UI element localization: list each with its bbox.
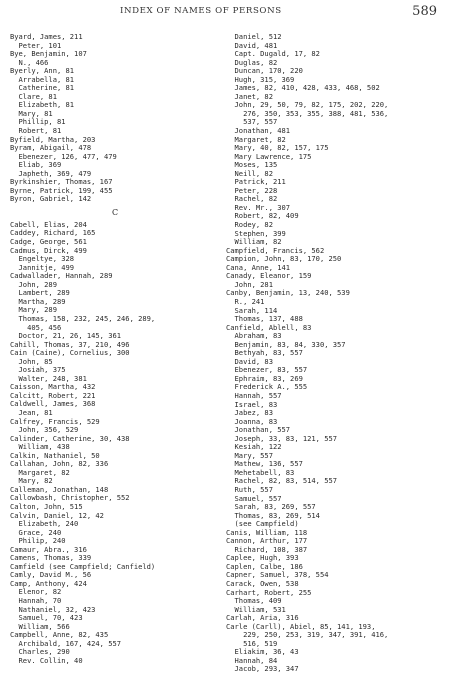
index-entry: Philip, 240 xyxy=(10,536,66,546)
index-entry: Janet, 82 xyxy=(226,91,273,101)
index-entry: Mary Lawrence, 175 xyxy=(226,151,312,161)
index-entry: William, 82 xyxy=(226,237,282,247)
index-entry: Cannon, Arthur, 177 xyxy=(226,536,308,546)
index-entry: Patrick, 211 xyxy=(226,177,286,187)
index-entry: Camly, David M., 56 xyxy=(10,570,92,580)
index-entry: James, 82, 410, 428, 433, 468, 502 xyxy=(226,83,380,93)
index-entry: Carle (Carll), Abiel, 85, 141, 193, xyxy=(226,621,376,631)
index-entry: Byard, James, 211 xyxy=(10,32,83,41)
index-entry: Peter, 101 xyxy=(10,40,62,50)
index-entry: David, 481 xyxy=(226,40,278,50)
index-entry: 229, 250, 253, 319, 347, 391, 416, xyxy=(226,630,389,640)
index-entry: Ebenezer, 83, 557 xyxy=(226,365,308,375)
index-entry: Bye, Benjamin, 107 xyxy=(10,49,87,59)
index-entry: Byron, Gabriel, 142 xyxy=(10,194,92,204)
index-entry: Elenor, 82 xyxy=(10,587,62,597)
index-entry: Carhart, Robert, 255 xyxy=(226,587,312,597)
index-entry: N., 466 xyxy=(10,57,49,67)
index-entry: Duncan, 170, 220 xyxy=(226,66,303,76)
index-entry: Calinder, Catherine, 30, 438 xyxy=(10,433,130,443)
index-entry: Calcitt, Robert, 221 xyxy=(10,390,96,400)
index-entry: 276, 350, 353, 355, 388, 481, 536, xyxy=(226,108,389,118)
index-entry: Callahan, John, 82, 336 xyxy=(10,459,109,469)
index-entry: Jacob, 293, 347 xyxy=(226,664,299,674)
index-column-left xyxy=(10,33,220,665)
index-entry: Hugh, 315, 369 xyxy=(226,74,295,84)
index-entry: Charles, 290 xyxy=(10,647,70,657)
index-entry: 405, 456 xyxy=(10,322,62,332)
index-entry: Lambert, 289 xyxy=(10,288,70,298)
index-entry: Rachel, 82, 83, 514, 557 xyxy=(226,476,338,486)
index-entry: Mary, 289 xyxy=(10,305,57,315)
index-entry: Byrne, Patrick, 199, 455 xyxy=(10,185,113,195)
index-entry: Calton, John, 515 xyxy=(10,501,83,511)
index-entry: Carlah, Aria, 316 xyxy=(226,613,299,623)
index-entry: Neill, 82 xyxy=(226,168,273,178)
index-entry: R., 241 xyxy=(226,296,265,306)
index-entry: Samuel, 70, 423 xyxy=(10,613,83,623)
index-entry: Caisson, Martha, 432 xyxy=(10,382,96,392)
index-entry: Thomas, 158, 232, 245, 246, 289, xyxy=(10,313,156,323)
index-entry: Mary, 81 xyxy=(10,108,53,118)
index-entry: Hannah, 557 xyxy=(226,390,282,400)
index-entry: Camaur, Abra., 316 xyxy=(10,544,87,554)
index-entry: William, 566 xyxy=(10,621,70,631)
index-entry: Arrabella, 81 xyxy=(10,74,75,84)
index-entry: Peter, 228 xyxy=(226,185,278,195)
index-entry: Elizabeth, 81 xyxy=(10,100,75,110)
index-entry: Margaret, 82 xyxy=(226,134,286,144)
index-entry: Margaret, 82 xyxy=(10,467,70,477)
index-entry: Joseph, 33, 83, 121, 557 xyxy=(226,433,338,443)
index-entry: Ephraim, 83, 269 xyxy=(226,373,303,383)
index-entry: Jannitje, 499 xyxy=(10,262,75,272)
index-entry: Caldwell, James, 368 xyxy=(10,399,96,409)
index-entry: Martha, 289 xyxy=(10,296,66,306)
index-entry: Jean, 81 xyxy=(10,407,53,417)
index-entry: Richard, 108, 387 xyxy=(226,544,308,554)
index-entry: Campfield, Francis, 562 xyxy=(226,245,325,255)
index-entry: William, 438 xyxy=(10,442,70,452)
index-entry: Byfield, Martha, 203 xyxy=(10,134,96,144)
index-entry: Thomas, 137, 488 xyxy=(226,314,303,324)
index-entry: Archibald, 167, 424, 557 xyxy=(10,638,122,648)
index-entry: Rev. Collin, 40 xyxy=(10,655,83,665)
index-entry: Cadwallader, Hannah, 289 xyxy=(10,271,113,281)
index-entry: Nathaniel, 32, 423 xyxy=(10,604,96,614)
index-entry: Hannah, 70 xyxy=(10,596,62,605)
index-entry: Cana, Anne, 141 xyxy=(226,262,291,272)
index-entry: Robert, 82, 409 xyxy=(226,211,299,221)
index-entry: Doctor, 21, 26, 145, 361 xyxy=(10,331,122,341)
index-entry: Engeltye, 328 xyxy=(10,254,75,264)
section-letter: C xyxy=(111,207,119,217)
index-entry: Campbell, Anne, 82, 435 xyxy=(10,630,109,640)
index-entry: Thomas, 83, 269, 514 xyxy=(226,510,320,520)
index-entry: Byrkinshier, Thomas, 167 xyxy=(10,177,113,187)
index-entry: Cabell, Elias, 204 xyxy=(10,219,87,229)
index-entry: Bethyah, 83, 557 xyxy=(226,348,303,358)
index-entry: Sarah, 114 xyxy=(226,305,278,315)
index-entry: John, 85 xyxy=(10,356,53,366)
index-entry: Benjamin, 83, 84, 330, 357 xyxy=(226,339,346,349)
index-entry: Jonathan, 557 xyxy=(226,425,291,435)
index-entry: Calvin, Daniel, 12, 42 xyxy=(10,510,104,520)
index-entry: Duglas, 82 xyxy=(226,57,278,67)
index-entry: Caddey, Richard, 165 xyxy=(10,228,96,238)
index-entry: Catherine, 81 xyxy=(10,83,75,93)
index-entry: Eliab, 369 xyxy=(10,160,62,170)
index-entry: Samuel, 557 xyxy=(226,493,282,503)
index-entry: Camp, Anthony, 424 xyxy=(10,578,87,588)
index-entry: Carack, Owen, 538 xyxy=(226,579,299,588)
index-entry: Canis, William, 118 xyxy=(226,527,308,537)
index-entry: Byerly, Ann, 81 xyxy=(10,66,75,76)
index-entry: 516, 519 xyxy=(226,638,278,648)
index-entry: Sarah, 83, 269, 557 xyxy=(226,502,316,512)
index-entry: 537, 557 xyxy=(226,117,278,127)
index-entry: Campion, John, 83, 170, 250 xyxy=(226,254,342,264)
index-entry: Canby, Benjamin, 13, 240, 539 xyxy=(226,288,350,298)
index-entry: Jonathan, 481 xyxy=(226,126,291,136)
index-entry: Canfield, Ablell, 83 xyxy=(226,322,312,332)
index-column-right xyxy=(226,33,446,674)
index-entry: Walter, 248, 381 xyxy=(10,373,87,383)
index-entry: Frederick A., 555 xyxy=(226,382,308,392)
index-entry: Rachel, 82 xyxy=(226,194,278,204)
index-entry: Cadge, George, 561 xyxy=(10,237,87,247)
index-entry: Mary, 557 xyxy=(226,450,273,460)
page-number: 589 xyxy=(412,4,437,19)
index-entry: John, 29, 50, 79, 82, 175, 202, 220, xyxy=(226,100,389,110)
index-entry: Mathew, 136, 557 xyxy=(226,459,303,469)
index-entry: Mary, 82 xyxy=(10,476,53,486)
index-entry: (see Campfield) xyxy=(226,519,299,529)
index-entry: Japheth, 369, 479 xyxy=(10,168,92,178)
index-entry: Capner, Samuel, 378, 554 xyxy=(226,570,329,580)
index-entry: Calleman, Jonathan, 148 xyxy=(10,484,109,494)
index-entry: Kesiah, 122 xyxy=(226,442,282,452)
index-entry: Caplen, Calbe, 186 xyxy=(226,561,303,571)
index-entry: Stephen, 399 xyxy=(226,228,286,238)
index-entry: Daniel, 512 xyxy=(226,32,282,41)
index-entry: Canady, Eleanor, 159 xyxy=(226,271,312,281)
page-header xyxy=(0,6,449,20)
index-entry: Jabez, 83 xyxy=(226,408,273,418)
index-entry: Phillip, 81 xyxy=(10,117,66,127)
index-entry: Eliakim, 36, 43 xyxy=(226,647,299,657)
index-entry: Elizabeth, 240 xyxy=(10,519,79,529)
running-title: INDEX OF NAMES OF PERSONS xyxy=(120,6,282,16)
index-entry: Camens, Thomas, 339 xyxy=(10,553,92,563)
index-entry: William, 531 xyxy=(226,604,286,614)
index-entry: Rev. Mr., 307 xyxy=(226,202,291,212)
index-entry: Mary, 40, 82, 157, 175 xyxy=(226,143,329,153)
index-entry: Ebenezer, 126, 477, 479 xyxy=(10,151,117,161)
index-entry: Rodey, 82 xyxy=(226,220,273,230)
index-entry: Calfrey, Francis, 529 xyxy=(10,416,100,426)
index-entry: Mehetabell, 83 xyxy=(226,467,295,477)
index-entry: David, 83 xyxy=(226,356,273,366)
index-entry: Abraham, 83 xyxy=(226,331,282,341)
index-entry: Josiah, 375 xyxy=(10,365,66,375)
index-entry: Moses, 135 xyxy=(226,160,278,170)
index-entry: John, 289 xyxy=(10,279,57,289)
index-entry: Hannah, 84 xyxy=(226,655,278,665)
index-entry: Ruth, 557 xyxy=(226,484,273,494)
index-entry: Cain (Caine), Cornelius, 300 xyxy=(10,348,130,358)
index-entry: Robert, 81 xyxy=(10,126,62,136)
index-entry: Callowbash, Christopher, 552 xyxy=(10,493,130,503)
index-entry: Camfield (see Campfield; Canfield) xyxy=(10,561,156,571)
index-entry: Joanna, 83 xyxy=(226,416,278,426)
index-entry: Byram, Abigail, 478 xyxy=(10,143,92,153)
index-entry: Cadmus, Dirck, 499 xyxy=(10,245,87,255)
index-entry: Thomas, 409 xyxy=(226,596,282,606)
index-entry: Capt. Dugald, 17, 82 xyxy=(226,49,320,59)
index-entry: John, 356, 529 xyxy=(10,425,79,435)
index-entry: Israel, 83 xyxy=(226,399,278,409)
index-entry: Calkin, Nathaniel, 50 xyxy=(10,450,100,460)
index-entry: Grace, 240 xyxy=(10,527,62,537)
index-entry: Clare, 81 xyxy=(10,91,57,101)
index-entry: Caplee, Hugh, 393 xyxy=(226,553,299,563)
index-entry: John, 281 xyxy=(226,279,273,289)
index-entry: Cahill, Thomas, 37, 210, 496 xyxy=(10,339,130,349)
